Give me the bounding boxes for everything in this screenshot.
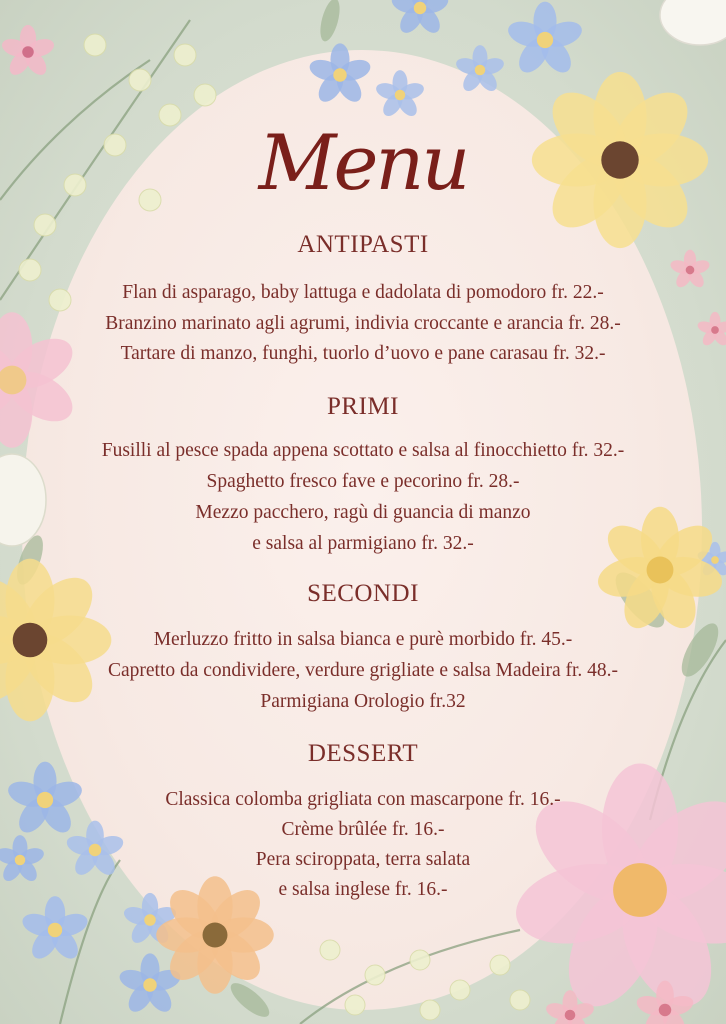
leaf	[317, 0, 344, 43]
berry	[174, 44, 196, 66]
berry	[129, 69, 151, 91]
blue-flower	[389, 0, 450, 37]
berry	[345, 995, 365, 1015]
berry	[510, 990, 530, 1010]
dish-item: Branzino marinato agli agrumi, indivia croccante e arancia fr. 28.-	[105, 313, 621, 334]
berry	[420, 1000, 440, 1020]
blue-flower	[454, 45, 506, 94]
dish-item: Spaghetto fresco fave e pecorino fr. 28.-	[206, 471, 520, 492]
dish-item: Capretto da condividere, verdure grigliate e salsa Madeira fr. 48.-	[107, 660, 619, 681]
dish-item: Merluzzo fritto in salsa bianca e purè morbido fr. 45.-	[153, 629, 573, 650]
section-heading-antipasti: ANTIPASTI	[297, 231, 429, 258]
blue-flower	[307, 43, 373, 106]
section-heading-secondi: SECONDI	[307, 580, 419, 607]
berry	[84, 34, 106, 56]
menu-title: Menu	[258, 118, 468, 207]
dish-item: Tartare di manzo, funghi, tuorlo d’uovo e pane carasau fr. 32.-	[120, 343, 606, 364]
berry	[194, 84, 216, 106]
berry	[365, 965, 385, 985]
blue-flower	[374, 70, 426, 119]
pink-blossom	[0, 25, 56, 79]
dish-item: Flan di asparago, baby lattuga e dadolata di pomodoro fr. 22.-	[122, 282, 604, 303]
dish-item: Classica colomba grigliata con mascarpone fr. 16.-	[165, 789, 561, 810]
berry	[450, 980, 470, 1000]
section-heading-dessert: DESSERT	[307, 740, 419, 767]
dish-item: e salsa inglese fr. 16.-	[278, 879, 448, 900]
berry	[410, 950, 430, 970]
dish-item: Parmigiana Orologio fr.32	[260, 691, 466, 712]
berry	[19, 259, 41, 281]
blue-flower	[505, 2, 585, 78]
dish-item: Crème brûlée fr. 16.-	[281, 819, 445, 840]
dish-item: Mezzo pacchero, ragù di guancia di manzo	[195, 502, 531, 523]
dish-item: Pera sciroppata, terra salata	[255, 849, 471, 870]
dish-item: e salsa al parmigiano fr. 32.-	[252, 533, 474, 554]
berry	[320, 940, 340, 960]
white-rose	[660, 0, 726, 45]
dish-item: Fusilli al pesce spada appena scottato e salsa al finocchietto fr. 32.-	[101, 440, 625, 461]
berry	[490, 955, 510, 975]
leaf	[226, 978, 274, 1023]
section-heading-primi: PRIMI	[327, 393, 399, 420]
